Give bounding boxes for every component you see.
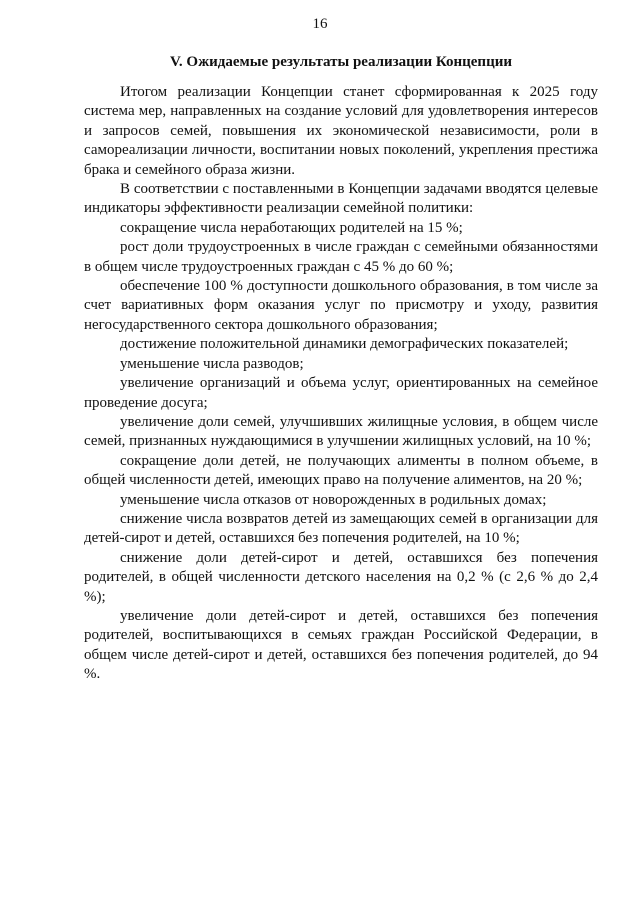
- list-item: увеличение организаций и объема услуг, ориентированных на семейное проведение досуга;: [84, 375, 598, 411]
- section-title: V. Ожидаемые результаты реализации Концепции: [170, 54, 512, 70]
- list-item: уменьшение числа отказов от новорожденных в родильных домах;: [120, 491, 547, 508]
- list-item: сокращение числа неработающих родителей на 15 %;: [120, 219, 463, 236]
- list-item: уменьшение числа разводов;: [120, 355, 304, 372]
- body-text: [84, 83, 598, 685]
- list-item: увеличение доли детей-сирот и детей, оставшихся без попечения родителей, воспитывающихся в семьях граждан Российской Федерации, в общем числе детей-сирот и детей, оставшихся без попечения родителей, до 94 %.: [84, 607, 598, 683]
- list-item: увеличение доли семей, улучшивших жилищные условия, в общем числе семей, признанных нуждающимися в улучшении жилищных условий, на 10 %;: [84, 413, 598, 450]
- paragraph-summary: Итогом реализации Концепции станет сформированная к 2025 году система мер, направленных на создание условий для удовлетворения интересов и запросов семей, повышения их экономической независимости, роли в самореализации личности, воспитании новых поколений, укрепления престижа брака и семейного образа жизни.: [84, 84, 598, 178]
- page-number: 16: [312, 16, 328, 32]
- list-item: достижение положительной динамики демографических показателей;: [120, 336, 569, 353]
- list-item: рост доли трудоустроенных в числе граждан с семейными обязанностями в общем числе трудоустроенных граждан с 45 % до 60 %;: [84, 239, 598, 275]
- list-item: сокращение доли детей, не получающих алименты в полном объеме, в общей численности детей, имеющих право на получение алиментов, на 20 %;: [84, 452, 598, 489]
- list-item: снижение доли детей-сирот и детей, оставшихся без попечения родителей, в общей численности детского населения на 0,2 % (с 2,6 % до 2,4 %);: [84, 549, 598, 605]
- list-item: снижение числа возвратов детей из замещающих семей в организации для детей-сирот и детей, оставшихся без попечения родителей, на 10 %;: [84, 510, 598, 547]
- list-item: обеспечение 100 % доступности дошкольного образования, в том числе за счет вариативных форм оказания услуг по присмотру и уходу, развития негосударственного сектора дошкольного образования;: [84, 278, 598, 333]
- paragraph-indicators-intro: В соответствии с поставленными в Концепции задачами вводятся целевые индикаторы эффективности реализации семейной политики:: [84, 181, 598, 217]
